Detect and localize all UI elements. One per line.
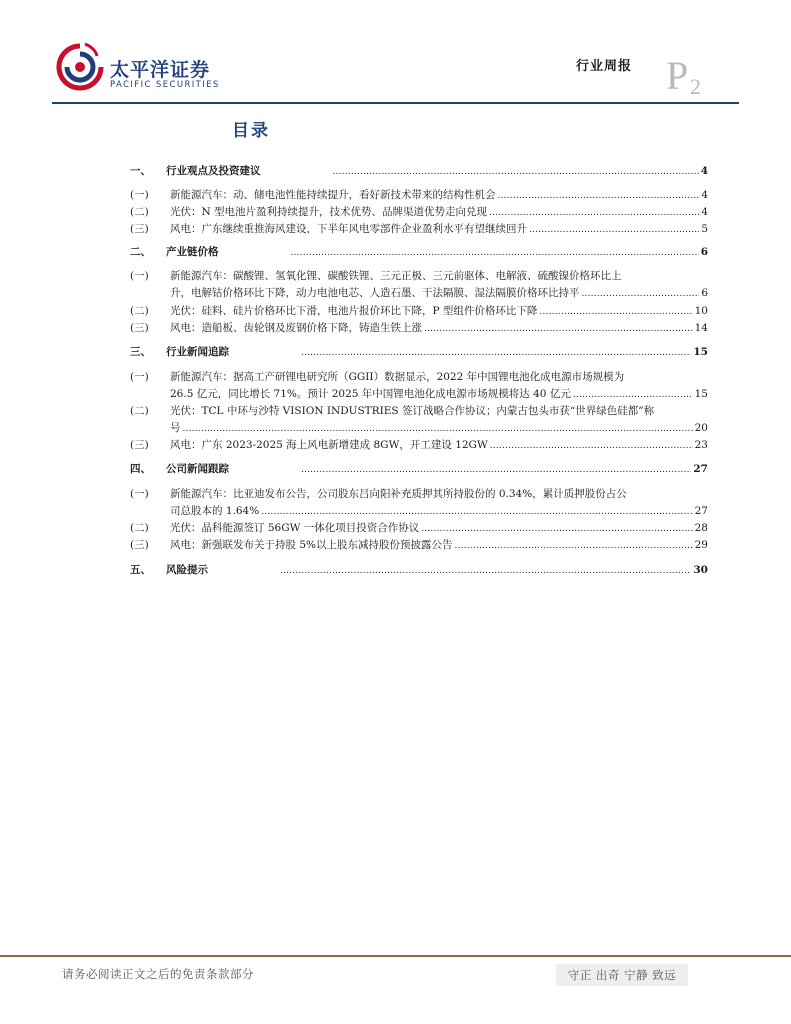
- toc-entry[interactable]: [130, 204, 708, 222]
- toc-entry[interactable]: [130, 244, 708, 262]
- toc-entry[interactable]: [130, 221, 708, 239]
- toc-entry-page: 6: [700, 246, 708, 258]
- toc-title: 目录: [232, 121, 270, 141]
- toc-leader: [183, 420, 693, 438]
- toc-entry-title: 行业新闻追踪: [166, 346, 229, 358]
- toc-entry-title: 风电：广东继续重推海风建设，下半年风电零部件企业盈利水平有望继续回升: [170, 223, 527, 235]
- toc-entry-number: 一、: [130, 165, 151, 177]
- toc-entry-title: 司总股本的 1.64%: [170, 505, 260, 517]
- toc-leader: [421, 520, 692, 538]
- toc-entry-title: 光伏：晶科能源签订 56GW 一体化项目投资合作协议: [170, 522, 420, 534]
- toc-entry-title-line1: 新能源汽车：比亚迪发布公告，公司股东吕向阳补充质押其所持股份的 0.34%，累计质押股份占公: [170, 488, 627, 500]
- toc-entry-title: 行业观点及投资建议: [166, 165, 261, 177]
- toc-entry[interactable]: [130, 268, 708, 303]
- toc-entry[interactable]: [130, 537, 708, 555]
- toc-entry-title: 风电：广东 2023-2025 海上风电新增建成 8GW，开工建设 12GW: [170, 439, 488, 451]
- toc-entry-page: 28: [694, 522, 708, 534]
- toc-entry-title: 号: [170, 422, 181, 434]
- toc-leader: [582, 285, 700, 303]
- toc-leader: [261, 503, 692, 521]
- pacific-securities-logo: [55, 42, 105, 92]
- toc-leader: [529, 221, 699, 239]
- report-type: 行业周报: [576, 59, 633, 74]
- toc-leader: [280, 562, 691, 580]
- toc-entry-title: 光伏：N 型电池片盈利持续提升，技术优势、品牌渠道优势走向兑现: [170, 206, 488, 218]
- toc-entry-page: 10: [694, 305, 708, 317]
- toc-entry[interactable]: [130, 344, 708, 362]
- toc-entry[interactable]: [130, 163, 708, 181]
- toc-entry-number: (三): [130, 223, 149, 235]
- toc-leader: [333, 163, 699, 181]
- toc-entry-title: 26.5 亿元，同比增长 71%。预计 2025 年中国锂电池化成电源市场规模将达 40 亿元: [170, 388, 571, 400]
- toc-entry-title: 光伏：硅料、硅片价格环比下滑，电池片报价环比下降，P 型组件价格环比下降: [170, 305, 538, 317]
- toc-entry-page: 4: [700, 165, 708, 177]
- toc-entry-page: 30: [693, 564, 708, 576]
- toc-entry-page: 4: [701, 189, 708, 201]
- toc-entry-title: 风电：新强联发布关于持股 5%以上股东减持股份预披露公告: [170, 539, 453, 551]
- toc-leader: [291, 244, 699, 262]
- toc-entry-title: 风电：造船板、齿轮钢及废钢价格下降，铸造生铁上涨: [170, 322, 422, 334]
- toc-entry-title: 公司新闻跟踪: [166, 463, 229, 475]
- toc-entry[interactable]: [130, 461, 708, 479]
- logo-chinese-name: 太平洋证券: [110, 59, 211, 81]
- toc-leader: [301, 344, 691, 362]
- toc-entry[interactable]: [130, 437, 708, 455]
- toc-entry-title-line1: 新能源汽车：据高工产研锂电研究所（GGII）数据显示，2022 年中国锂电池化成电源市场规模为: [170, 371, 625, 383]
- toc-entry-number: (二): [130, 522, 149, 534]
- toc-leader: [455, 537, 693, 555]
- toc-entry-title: 升，电解钴价格环比下降，动力电池电芯、人造石墨、干法隔膜、湿法隔膜价格环比持平: [170, 287, 580, 299]
- toc-entry[interactable]: [130, 187, 708, 205]
- toc-leader: [301, 461, 691, 479]
- header-divider: [52, 102, 739, 104]
- toc-entry-title: 新能源汽车：动、储电池性能持续提升，看好新技术带来的结构性机会: [170, 189, 496, 201]
- footer-divider: [0, 955, 791, 957]
- toc-entry-number: (一): [130, 270, 149, 282]
- footer-motto: 守正 出奇 宁静 致远: [556, 964, 688, 986]
- toc-entry-page: 27: [693, 463, 708, 475]
- toc-leader: [539, 303, 692, 321]
- toc-entry-number: (三): [130, 439, 149, 451]
- toc-entry-number: 三、: [130, 346, 151, 358]
- toc-entry-page: 14: [694, 322, 708, 334]
- toc-entry-number: (三): [130, 539, 149, 551]
- toc-entry[interactable]: [130, 520, 708, 538]
- toc-entry-number: (二): [130, 305, 149, 317]
- toc-entry-number: 五、: [130, 564, 151, 576]
- footer-disclaimer: 请务必阅读正文之后的免责条款部分: [62, 967, 254, 981]
- toc-entry-number: (二): [130, 206, 149, 218]
- toc-entry[interactable]: [130, 403, 708, 438]
- toc-entry[interactable]: [130, 320, 708, 338]
- toc-entry-number: 四、: [130, 463, 151, 475]
- toc-entry-title-line1: 光伏：TCL 中环与沙特 VISION INDUSTRIES 签订战略合作协议；内蒙古包头市获“世界绿色硅都”称: [170, 405, 655, 417]
- toc-entry-page: 6: [701, 287, 708, 299]
- toc-entry-number: (二): [130, 405, 149, 417]
- toc-entry-number: (一): [130, 189, 149, 201]
- toc-leader: [424, 320, 693, 338]
- toc-leader: [489, 204, 699, 222]
- page-letter: P: [666, 53, 689, 98]
- toc-entry-number: (三): [130, 322, 149, 334]
- toc-entry-title: 风险提示: [166, 564, 208, 576]
- toc-leader: [490, 437, 693, 455]
- toc-entry[interactable]: [130, 486, 708, 521]
- toc-entry-page: 5: [701, 223, 708, 235]
- toc-entry-page: 15: [694, 388, 708, 400]
- toc-entry-page: 29: [694, 539, 708, 551]
- toc-entry-title: 产业链价格: [166, 246, 219, 258]
- page-number: 2: [690, 74, 701, 99]
- toc-entry-number: (一): [130, 371, 149, 383]
- toc-entry-title-line1: 新能源汽车：碳酸锂、氢氧化锂、碳酸铁锂、三元正极、三元前驱体、电解液、硫酸镍价格环比上: [170, 270, 622, 282]
- toc-leader: [573, 386, 693, 404]
- toc-entry-number: (一): [130, 488, 149, 500]
- toc-entry[interactable]: [130, 303, 708, 321]
- logo-english-name: PACIFIC SECURITIES: [110, 80, 220, 90]
- toc-entry-page: 23: [694, 439, 708, 451]
- toc-entry[interactable]: [130, 562, 708, 580]
- toc-entry-page: 27: [694, 505, 708, 517]
- toc-entry-page: 4: [701, 206, 708, 218]
- toc-entry-page: 15: [693, 346, 708, 358]
- toc-leader: [498, 187, 700, 205]
- toc-entry-number: 二、: [130, 246, 151, 258]
- toc-entry-page: 20: [694, 422, 708, 434]
- toc-entry[interactable]: [130, 369, 708, 404]
